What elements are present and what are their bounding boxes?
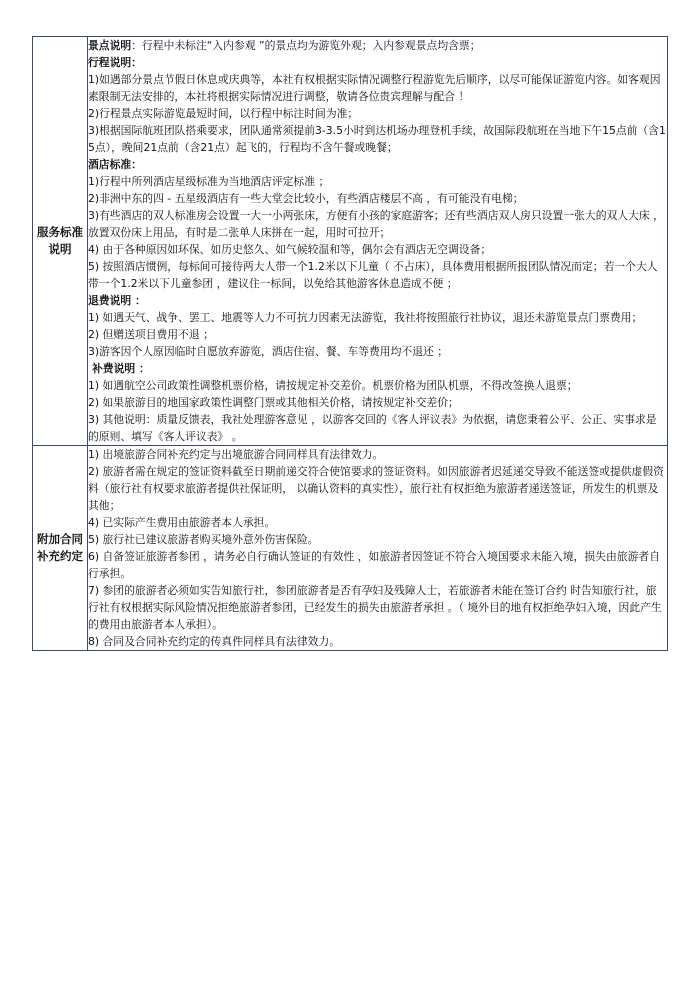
sights-text: ：行程中未标注“入内参观 ”的景点均为游览外观；入内参观景点均含票； [131, 39, 481, 52]
supplementary-row [33, 446, 668, 651]
service-standard-content [88, 37, 668, 446]
itinerary-heading: 行程说明： [88, 56, 142, 69]
itinerary-item-2: 2)行程景点实际游览最短时间，以行程中标注时间为准； [88, 107, 359, 120]
supplementary-item-6: 6) 自备签证旅游者参团 ，请务必自行确认签证的有效性 ，如旅游者因签证不符合入境国要求未能入境，损失由旅游者自行承担。 [88, 550, 661, 580]
refund-item-1: 1) 如遇天气、战争、罢工、地震等人力不可抗力因素无法游览，我社将按照旅行社协议，退还未游览景点门票费用； [88, 311, 643, 324]
itinerary-item-3: 3)根据国际航班团队搭乘要求，团队通常须提前3-3.5小时到达机场办理登机手续，故国际段航班在当地下午15点前（含15点），晚间21点前（含21点）起飞的，行程均不含午餐或晚餐； [88, 124, 666, 154]
supplementary-item-5: 5) 旅行社已建议旅游者购买境外意外伤害保险。 [88, 533, 319, 546]
refund-heading: 退费说明 ： [88, 294, 146, 307]
supplementary-item-1: 1) 出境旅游合同补充约定与出境旅游合同同样具有法律效力。 [88, 448, 384, 461]
hotel-item-4: 4) 由于各种原因如环保、如历史悠久、如气候较温和等，偶尔会有酒店无空调设备； [88, 243, 492, 256]
supplementary-item-4: 4) 已实际产生费用由旅游者本人承担。 [88, 516, 276, 529]
refund-item-2: 2) 但赠送项目费用不退 ； [88, 328, 214, 341]
supplement-item-1: 1) 如遇航空公司政策性调整机票价格，请按规定补交差价。机票价格为团队机票，不得改签换人退票； [88, 379, 578, 392]
supplementary-label-text: 附加合同补充约定 [37, 532, 83, 563]
supplementary-item-8: 8) 合同及合同补充约定的传真件同样具有法律效力。 [88, 635, 341, 648]
supplementary-item-2: 2) 旅游者需在规定的签证资料截至日期前递交符合使馆要求的签证资料。如因旅游者迟延递交导致不能送签或提供虚假资料（旅行社有权要求旅游者提供社保证明， 以确认资料的真实性），旅行社有权拒绝为旅游者递送签证，所发生的机票及其他； [88, 465, 664, 512]
supplementary-label [33, 446, 88, 651]
service-standard-label [33, 37, 88, 446]
hotel-item-2: 2)非洲中东的四 - 五星级酒店有一些大堂会比较小，有些酒店楼层不高 ，有可能没有电梯； [88, 192, 524, 205]
itinerary-item-1: 1)如遇部分景点节假日休息或庆典等，本社有权根据实际情况调整行程游览先后顺序，以尽可能保证游览内容。如客观因素限制无法安排的，本社将根据实际情况进行调整，敬请各位贵宾理解与配合 ！ [88, 73, 661, 103]
hotel-item-5: 5) 按照酒店惯例，每标间可接待两大人带一个1.2米以下儿童（ 不占床），具体费用根据所报团队情况而定；若一个大人带一个1.2米以下儿童参团 ，建议住一标间，以免给其他游客休息造成不便 ； [88, 260, 658, 290]
hotel-item-1: 1)行程中所列酒店星级标准为当地酒店评定标准 ； [88, 175, 330, 188]
supplementary-item-7: 7) 参团的旅游者必须如实告知旅行社，参团旅游者是否有孕妇及残障人士，若旅游者未能在签订合约 时告知旅行社，旅行社有权根据实际风险情况拒绝旅游者参团，已经发生的损失由旅游者承担 。（ 境外目的地有权拒绝孕妇入境，因此产生的费用由旅游者本人承担）。 [88, 584, 662, 631]
hotel-item-3: 3)有些酒店的双人标准房会设置一大一小两张床，方便有小孩的家庭游客；还有些酒店双人房只设置一张大的双人大床 ，放置双份床上用品，有时是二张单人床拼在一起，用时可拉开； [88, 209, 664, 239]
supplement-item-3: 3) 其他说明：质量反馈表，我社处理游客意见 ，以游客交回的《客人评议表》为依据，请您秉着公平、公正、实事求是的原则、填写《客人评议表》 。 [88, 413, 657, 443]
supplementary-content [88, 446, 668, 651]
sights-note [88, 37, 667, 54]
supplement-item-2: 2) 如果旅游目的地国家政策性调整门票或其他相关价格，请按规定补交差价； [88, 396, 459, 409]
terms-table [32, 36, 668, 651]
refund-item-3: 3)游客因个人原因临时自愿放弃游览，酒店住宿、餐、车等费用均不退还 ； [88, 345, 449, 358]
sights-heading: 景点说明 [88, 39, 132, 52]
service-standard-row [33, 37, 668, 446]
supplement-heading: 补费说明 ： [92, 362, 150, 375]
hotel-heading: 酒店标准： [88, 158, 142, 171]
service-standard-label-text: 服务标准说明 [37, 225, 83, 256]
